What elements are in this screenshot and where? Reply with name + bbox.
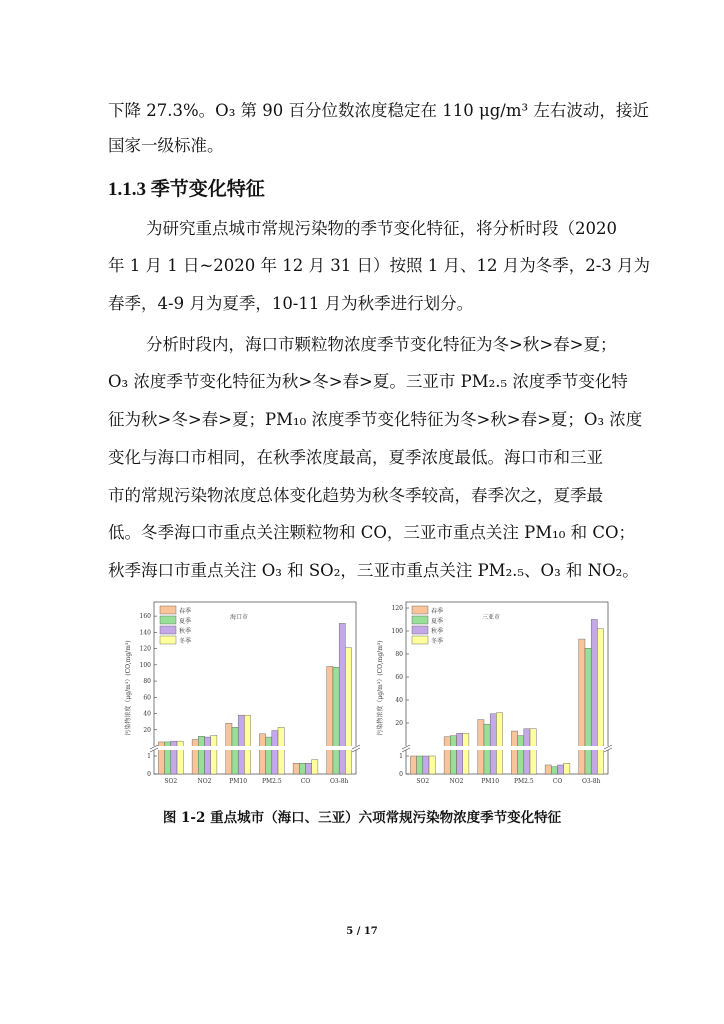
legend-label: 秋季 <box>179 628 192 635</box>
bar <box>597 629 603 774</box>
axis-break <box>404 746 610 750</box>
y-tick-label: 40 <box>395 697 403 704</box>
chart-title: 三亚市 <box>481 614 501 621</box>
x-tick-label: NO2 <box>449 778 464 785</box>
legend-swatch <box>412 636 428 644</box>
y-tick-label: 1 <box>399 753 403 760</box>
bar <box>232 727 238 774</box>
legend-swatch <box>412 616 428 624</box>
bar <box>423 756 429 774</box>
x-tick-label: CO <box>300 778 311 785</box>
bar <box>417 756 423 774</box>
x-tick-label: PM10 <box>481 778 500 785</box>
bar <box>579 639 585 774</box>
bar <box>345 648 351 774</box>
bar <box>585 648 591 774</box>
chart-haikou-svg <box>118 598 358 788</box>
y-axis-label: 污染物浓度（μg/m³）(CO,mg/m³) <box>125 640 132 736</box>
chart-sanya-svg <box>370 598 610 788</box>
legend-swatch <box>160 636 176 644</box>
y-tick-label: 80 <box>143 678 151 686</box>
bar <box>259 734 265 774</box>
y-tick-label: 140 <box>139 629 151 637</box>
y-tick-label: 40 <box>143 710 151 718</box>
bar <box>205 737 211 774</box>
text-line: 市的常规污染物浓度总体变化趋势为秋冬季较高，春季次之，夏季最 <box>108 486 603 505</box>
x-tick-label: SO2 <box>416 778 430 785</box>
bar <box>244 715 250 774</box>
bar <box>457 733 463 774</box>
bar <box>530 729 536 774</box>
legend-label: 夏季 <box>431 618 444 625</box>
legend-label: 冬季 <box>431 638 444 645</box>
chart-title: 海口市 <box>229 614 249 621</box>
x-tick-label: SO2 <box>164 778 178 785</box>
y-tick-label: 160 <box>139 613 151 621</box>
bar <box>333 667 339 774</box>
text-line: 变化与海口市相同，在秋季浓度最高，夏季浓度最低。海口市和三亚 <box>108 448 603 467</box>
bar <box>518 736 524 774</box>
legend-swatch <box>412 626 428 634</box>
bar <box>558 765 564 774</box>
bar <box>496 713 502 774</box>
x-tick-label: NO2 <box>197 778 212 785</box>
bar <box>339 623 345 774</box>
bar <box>198 736 204 774</box>
bar <box>490 714 496 774</box>
bar <box>327 666 333 774</box>
x-tick-label: PM2.5 <box>513 778 534 785</box>
legend-swatch <box>160 616 176 624</box>
legend-swatch <box>160 606 176 614</box>
y-axis-label: 污染物浓度（μg/m³）(CO,mg/m³) <box>377 640 384 736</box>
figure-caption: 图 1-2 重点城市（海口、三亚）六项常规污染物浓度季节变化特征 <box>162 810 562 826</box>
legend-swatch <box>160 626 176 634</box>
bar <box>564 763 570 774</box>
section-heading: 1.1.3 季节变化特征 <box>108 179 265 200</box>
bar <box>272 731 278 774</box>
page-number: 5 / 17 <box>346 926 378 937</box>
bar <box>306 763 312 774</box>
y-tick-label: 0 <box>147 771 151 778</box>
bar <box>293 763 299 774</box>
y-tick-label: 80 <box>395 651 403 658</box>
y-tick-label: 0 <box>399 771 403 778</box>
legend-label: 夏季 <box>179 618 192 625</box>
legend-label: 春季 <box>179 608 192 615</box>
bar <box>511 731 517 774</box>
y-tick-label: 60 <box>143 694 151 702</box>
bar <box>410 756 416 774</box>
bar <box>192 740 198 774</box>
bar <box>266 737 272 774</box>
bar <box>312 760 318 774</box>
text-line: 秋季海口市重点关注 O₃ 和 SO₂，三亚市重点关注 PM₂.₅、O₃ 和 NO₂。 <box>108 561 639 580</box>
bar <box>591 620 597 775</box>
text-line: 春季，4-9 月为夏季，10-11 月为秋季进行划分。 <box>108 294 474 313</box>
text-line: 为研究重点城市常规污染物的季节变化特征，将分析时段（2020 <box>146 219 617 238</box>
bar <box>545 765 551 774</box>
x-tick-label: O3-8h <box>329 778 349 785</box>
x-tick-label: O3-8h <box>581 778 601 785</box>
text-line: O₃ 浓度季节变化特征为秋>冬>春>夏。三亚市 PM₂.₅ 浓度季节变化特 <box>108 372 628 391</box>
text-line: 低。冬季海口市重点关注颗粒物和 CO，三亚市重点关注 PM₁₀ 和 CO； <box>108 523 636 542</box>
bar <box>450 736 456 774</box>
chart-haikou <box>118 598 358 788</box>
y-tick-label: 60 <box>395 674 403 681</box>
x-tick-label: CO <box>552 778 563 785</box>
bar <box>444 737 450 774</box>
y-tick-label: 120 <box>391 605 403 612</box>
legend-swatch <box>412 606 428 614</box>
bar <box>463 733 469 774</box>
legend-label: 春季 <box>431 608 444 615</box>
text-line: 征为秋>冬>春>夏；PM₁₀ 浓度季节变化特征为冬>秋>春>夏；O₃ 浓度 <box>108 410 643 429</box>
axis-break <box>152 746 358 750</box>
text-line: 国家一级标准。 <box>108 136 224 155</box>
text-line: 下降 27.3%。O₃ 第 90 百分位数浓度稳定在 110 μg/m³ 左右波动，接近 <box>108 101 649 120</box>
bar <box>211 735 217 774</box>
bar <box>524 729 530 774</box>
y-tick-label: 100 <box>391 628 403 635</box>
y-tick-label: 100 <box>139 661 151 669</box>
bar <box>238 715 244 774</box>
bar <box>278 727 284 774</box>
text-line: 分析时段内，海口市颗粒物浓度季节变化特征为冬>秋>春>夏； <box>146 335 617 354</box>
y-tick-label: 20 <box>143 726 151 734</box>
bar <box>299 763 305 774</box>
y-tick-label: 120 <box>139 645 151 653</box>
bar <box>551 767 557 774</box>
x-tick-label: PM2.5 <box>261 778 282 785</box>
y-tick-label: 1 <box>147 753 151 760</box>
legend-label: 秋季 <box>431 628 444 635</box>
text-line: 年 1 月 1 日~2020 年 12 月 31 日）按照 1 月、12 月为冬季，2-3 月为 <box>108 256 651 275</box>
x-tick-label: PM10 <box>229 778 248 785</box>
y-tick-label: 20 <box>395 720 403 727</box>
chart-sanya <box>370 598 610 788</box>
legend-label: 冬季 <box>179 638 192 645</box>
bar <box>429 756 435 774</box>
